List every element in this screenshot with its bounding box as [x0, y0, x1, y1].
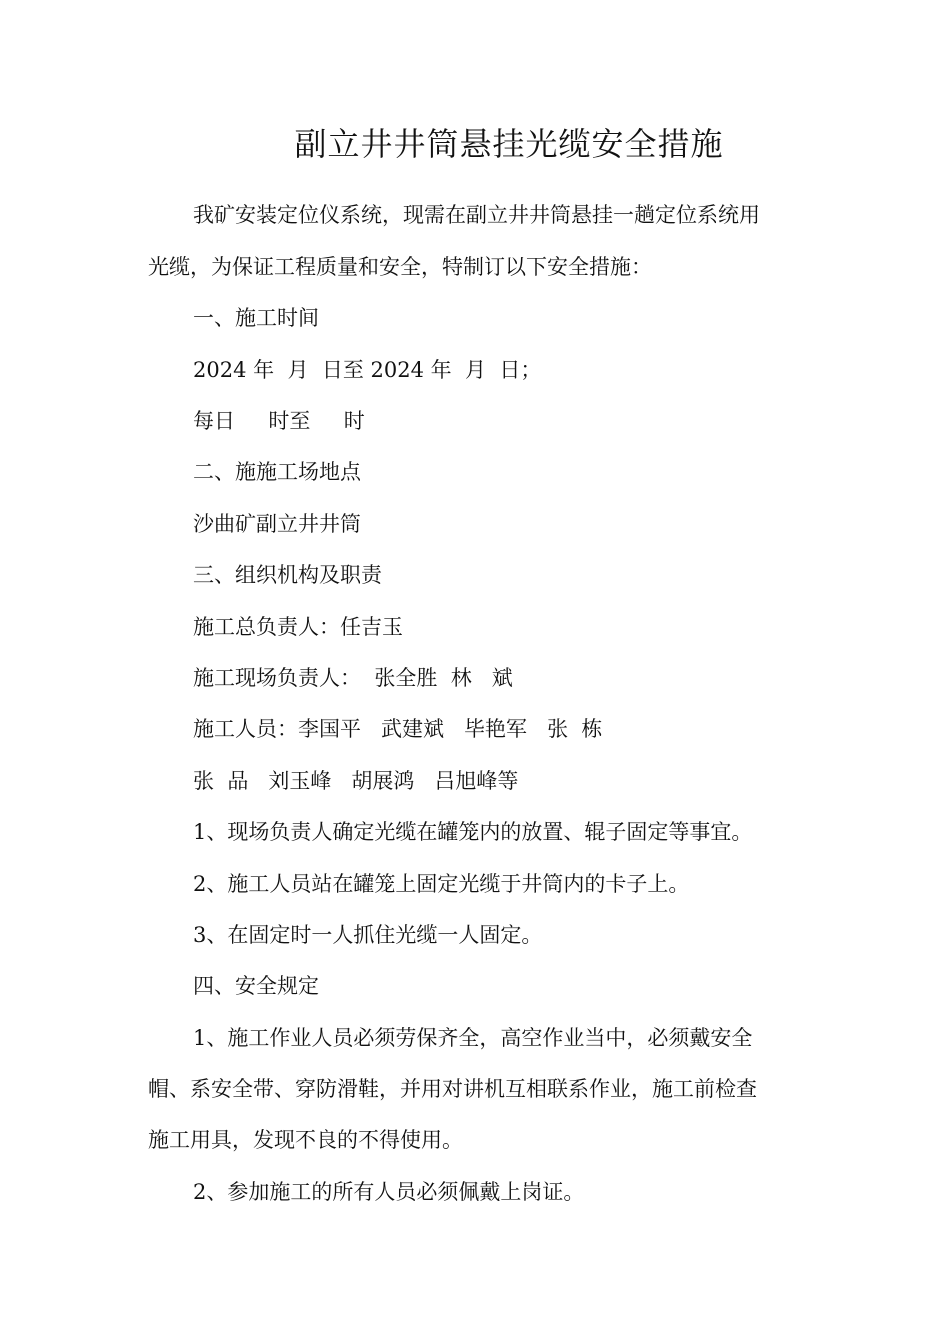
- paragraph-intro-line-2: 光缆，为保证工程质量和安全，特制订以下安全措施：: [148, 255, 652, 279]
- list-item-duty-3: 3、在固定时一人抓住光缆一人固定。: [193, 923, 543, 947]
- section-heading-safety: 四、安全规定: [193, 974, 319, 998]
- text-workers-line-2: 张 品 刘玉峰 胡展鸿 吕旭峰等: [193, 769, 519, 793]
- section-heading-organization: 三、组织机构及职责: [193, 563, 382, 587]
- list-item-duty-1: 1、现场负责人确定光缆在罐笼内的放置、辊子固定等事宜。: [193, 820, 753, 844]
- text-date-range: 2024 年 月 日至 2024 年 月 日；: [193, 358, 542, 382]
- text-workers-line-1: 施工人员：李国平 武建斌 毕艳军 张 栋: [193, 717, 603, 741]
- text-site-responsible: 施工现场负责人： 张全胜 林 斌: [193, 666, 513, 690]
- paragraph-intro-line-1: 我矿安装定位仪系统，现需在副立井井筒悬挂一趟定位系统用: [193, 203, 760, 227]
- list-item-safety-2: 2、参加施工的所有人员必须佩戴上岗证。: [193, 1180, 585, 1204]
- section-heading-time: 一、施工时间: [193, 306, 319, 330]
- document-title: 副立井井筒悬挂光缆安全措施: [294, 125, 724, 163]
- list-item-safety-1-line-1: 1、施工作业人员必须劳保齐全，高空作业当中，必须戴安全: [193, 1026, 753, 1050]
- section-heading-location: 二、施施工场地点: [193, 460, 361, 484]
- list-item-safety-1-line-2: 帽、系安全带、穿防滑鞋，并用对讲机互相联系作业，施工前检查: [148, 1077, 757, 1101]
- text-chief-responsible: 施工总负责人：任吉玉: [193, 615, 403, 639]
- text-location: 沙曲矿副立井井筒: [193, 512, 361, 536]
- text-daily-hours: 每日 时至 时: [193, 409, 365, 433]
- list-item-safety-1-line-3: 施工用具，发现不良的不得使用。: [148, 1128, 463, 1152]
- list-item-duty-2: 2、施工人员站在罐笼上固定光缆于井筒内的卡子上。: [193, 872, 690, 896]
